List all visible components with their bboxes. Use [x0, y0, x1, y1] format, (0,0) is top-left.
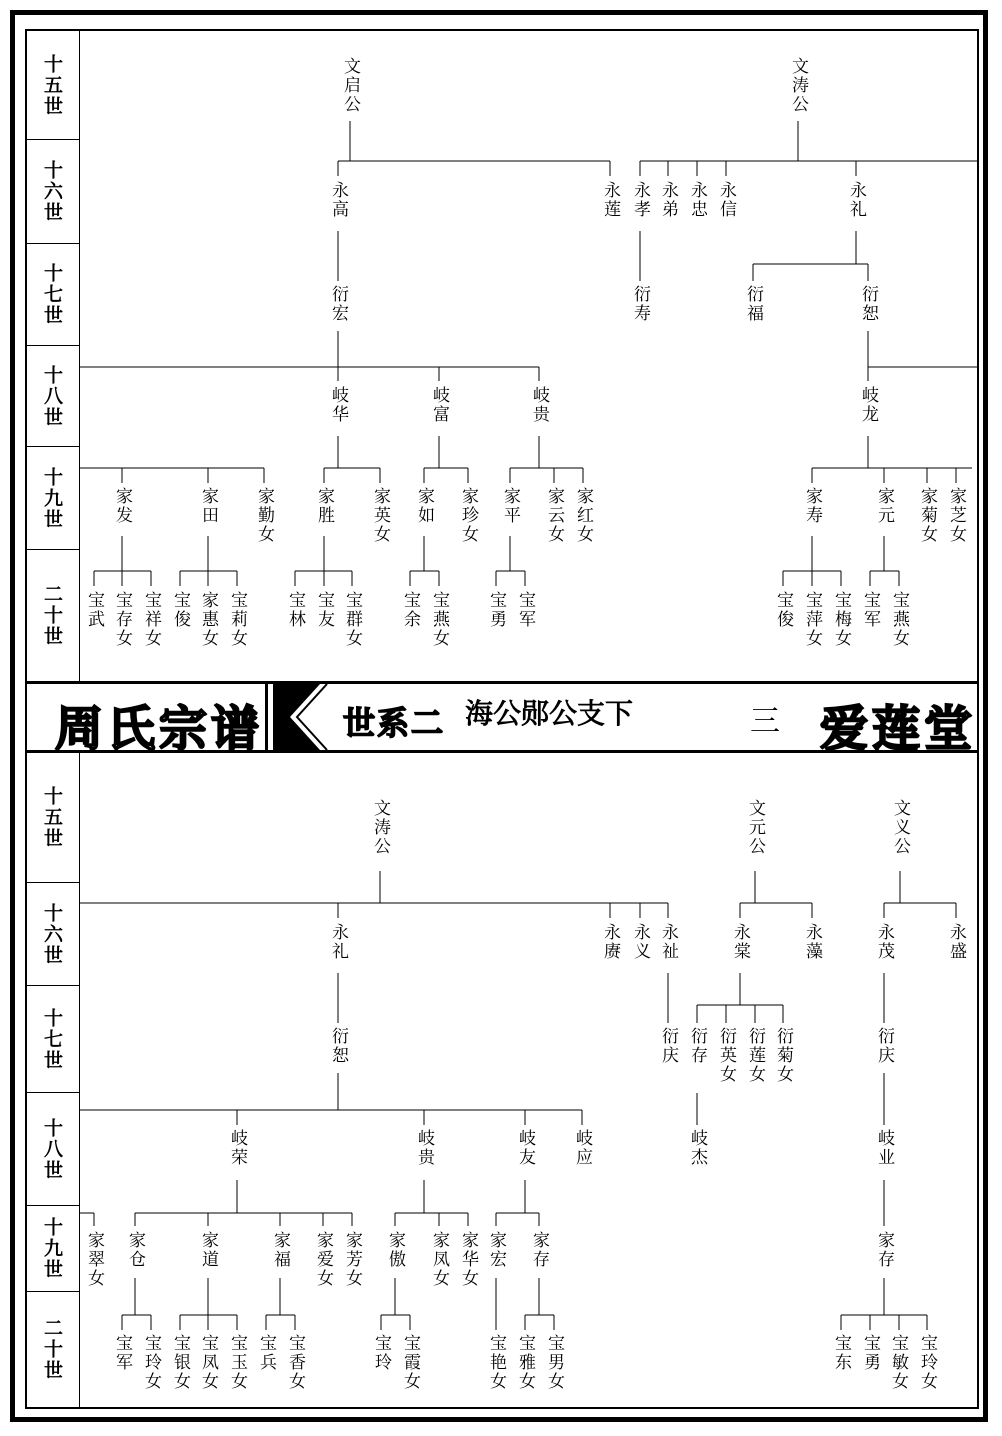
- person-name: 宝敏女: [888, 1334, 908, 1391]
- person-name: 家凤女: [429, 1231, 449, 1288]
- person-name: 岐友: [515, 1129, 535, 1167]
- generation-label: 十五世: [25, 753, 80, 883]
- person-name: 宝玲女: [141, 1334, 161, 1391]
- person-name: 家芝女: [946, 487, 966, 544]
- title-banner: [25, 681, 979, 757]
- person-name: 宝军: [515, 591, 535, 629]
- person-name: 岐业: [874, 1129, 894, 1167]
- person-name: 家惠女: [198, 591, 218, 648]
- person-name: 衍宏: [328, 285, 348, 323]
- person-name: 宝男女: [544, 1334, 564, 1391]
- fishtail-mark: [265, 684, 345, 750]
- person-name: 岐应: [572, 1129, 592, 1167]
- person-name: 文涛公: [788, 57, 808, 114]
- person-name: 岐杰: [687, 1129, 707, 1167]
- top-tree-lines: [80, 31, 979, 681]
- page-number: 三: [750, 704, 780, 739]
- person-name: 宝艳女: [486, 1334, 506, 1391]
- person-name: 家存: [529, 1231, 549, 1269]
- person-name: 文启公: [340, 57, 360, 114]
- person-name: 家胜: [314, 487, 334, 525]
- person-name: 家珍女: [458, 487, 478, 544]
- generation-label: 十九世: [25, 447, 80, 550]
- person-name: 家红女: [573, 487, 593, 544]
- person-name: 永高: [328, 181, 348, 219]
- person-name: 岐华: [328, 386, 348, 424]
- person-name: 家仓: [125, 1231, 145, 1269]
- person-name: 宝玉女: [227, 1334, 247, 1391]
- person-name: 家菊女: [917, 487, 937, 544]
- person-name: 宝勇: [860, 1334, 880, 1372]
- person-name: 宝祥女: [141, 591, 161, 648]
- bottom-genealogy-panel: [25, 753, 979, 1407]
- person-name: 家爱女: [313, 1231, 333, 1288]
- book-title: 周氏宗谱: [55, 701, 264, 757]
- person-name: 家傲: [385, 1231, 405, 1269]
- person-name: 永藻: [802, 923, 822, 961]
- person-name: 永莲: [600, 181, 620, 219]
- person-name: 家芳女: [342, 1231, 362, 1288]
- person-name: 宝东: [831, 1334, 851, 1372]
- person-name: 永茂: [874, 923, 894, 961]
- person-name: 衍菊女: [773, 1027, 793, 1084]
- person-name: 宝兵: [256, 1334, 276, 1372]
- person-name: 宝香女: [285, 1334, 305, 1391]
- person-name: 家翠女: [84, 1231, 104, 1288]
- person-name: 岐荣: [227, 1129, 247, 1167]
- generation-label: 十七世: [25, 986, 80, 1093]
- generation-label: 二十世: [41, 1318, 63, 1381]
- person-name: 宝玲女: [917, 1334, 937, 1391]
- person-name: 文元公: [745, 799, 765, 856]
- person-name: 衍福: [743, 285, 763, 323]
- person-name: 家勤女: [254, 487, 274, 544]
- person-name: 宝萍女: [802, 591, 822, 648]
- generation-label: 十七世: [25, 244, 80, 346]
- person-name: 宝俊: [773, 591, 793, 629]
- person-name: 家存: [874, 1231, 894, 1269]
- generation-label: 二十世: [41, 584, 63, 647]
- person-name: 宝莉女: [227, 591, 247, 648]
- person-name: 宝梅女: [831, 591, 851, 648]
- person-name: 岐富: [429, 386, 449, 424]
- person-name: 文涛公: [370, 799, 390, 856]
- person-name: 永孝: [630, 181, 650, 219]
- person-name: 家发: [112, 487, 132, 525]
- person-name: 永赓: [600, 923, 620, 961]
- bottom-tree-lines: [80, 753, 979, 1407]
- person-name: 永祉: [658, 923, 678, 961]
- section-label: 世系二: [343, 704, 446, 742]
- person-name: 宝武: [84, 591, 104, 629]
- person-name: 永棠: [730, 923, 750, 961]
- person-name: 家平: [500, 487, 520, 525]
- person-name: 宝玲: [371, 1334, 391, 1372]
- person-name: 衍庆: [874, 1027, 894, 1065]
- person-name: 永礼: [846, 181, 866, 219]
- person-name: 衍英女: [716, 1027, 736, 1084]
- person-name: 衍存: [687, 1027, 707, 1065]
- generation-label: 十六世: [25, 883, 80, 986]
- person-name: 岐龙: [858, 386, 878, 424]
- person-name: 家宏: [486, 1231, 506, 1269]
- person-name: 宝燕女: [889, 591, 909, 648]
- person-name: 宝存女: [112, 591, 132, 648]
- person-name: 宝俊: [170, 591, 190, 629]
- person-name: 家如: [414, 487, 434, 525]
- person-name: 永忠: [687, 181, 707, 219]
- hall-name: 爱莲堂: [820, 701, 977, 757]
- person-name: 宝军: [112, 1334, 132, 1372]
- person-name: 永礼: [328, 923, 348, 961]
- person-name: 家寿: [802, 487, 822, 525]
- person-name: 宝燕女: [429, 591, 449, 648]
- person-name: 宝银女: [170, 1334, 190, 1391]
- person-name: 衍恕: [328, 1027, 348, 1065]
- person-name: 宝雅女: [515, 1334, 535, 1391]
- branch-label: 海公郧公支下: [465, 697, 634, 730]
- generation-column: [25, 753, 80, 1407]
- person-name: 永弟: [658, 181, 678, 219]
- person-name: 宝群女: [342, 591, 362, 648]
- person-name: 岐贵: [529, 386, 549, 424]
- person-name: 宝林: [285, 591, 305, 629]
- person-name: 岐贵: [414, 1129, 434, 1167]
- person-name: 宝勇: [486, 591, 506, 629]
- person-name: 衍莲女: [745, 1027, 765, 1084]
- person-name: 永信: [716, 181, 736, 219]
- person-name: 家云女: [544, 487, 564, 544]
- person-name: 宝军: [860, 591, 880, 629]
- person-name: 宝霞女: [400, 1334, 420, 1391]
- generation-label: 十八世: [25, 346, 80, 447]
- person-name: 永义: [630, 923, 650, 961]
- person-name: 衍恕: [858, 285, 878, 323]
- person-name: 宝凤女: [198, 1334, 218, 1391]
- person-name: 家道: [198, 1231, 218, 1269]
- generation-label: 十九世: [25, 1206, 80, 1292]
- person-name: 家福: [270, 1231, 290, 1269]
- generation-label: 十八世: [25, 1093, 80, 1206]
- person-name: 家英女: [370, 487, 390, 544]
- person-name: 衍庆: [658, 1027, 678, 1065]
- generation-label: 十六世: [25, 140, 80, 244]
- top-genealogy-panel: [25, 31, 979, 681]
- person-name: 永盛: [946, 923, 966, 961]
- person-name: 文义公: [890, 799, 910, 856]
- person-name: 家元: [874, 487, 894, 525]
- generation-label: 十五世: [25, 31, 80, 140]
- person-name: 衍寿: [630, 285, 650, 323]
- person-name: 家华女: [458, 1231, 478, 1288]
- person-name: 家田: [198, 487, 218, 525]
- generation-column: [25, 31, 80, 681]
- person-name: 宝余: [400, 591, 420, 629]
- person-name: 宝友: [314, 591, 334, 629]
